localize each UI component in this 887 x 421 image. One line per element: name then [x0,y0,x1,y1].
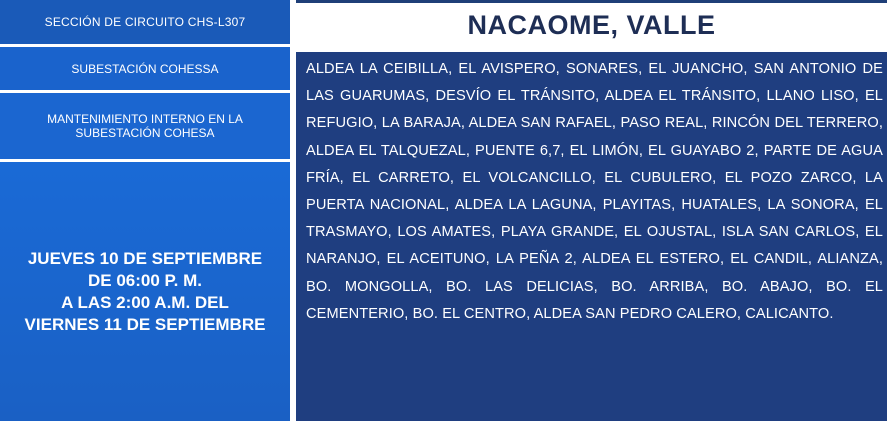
schedule-lines [25,248,266,336]
affected-areas-box [296,52,887,421]
circuit-section-text: SECCIÓN DE CIRCUITO CHS-L307 [44,15,246,29]
info-column [0,0,290,421]
schedule-line-3: A LAS 2:00 A.M. DEL [61,292,229,312]
maintenance-text: MANTENIMIENTO INTERNO EN LA SUBESTACIÓN COHESA [47,112,243,140]
substation-text: SUBESTACIÓN COHESSA [71,61,219,76]
affected-areas-text: ALDEA LA CEIBILLA, EL AVISPERO, SONARES, EL JUANCHO, SAN ANTONIO DE LAS GUARUMAS, DESVÍO EL TRÁNSITO, ALDEA EL TRÁNSITO, LLANO LISO, EL REFUGIO, LA BARAJA, ALDEA SAN RAFAEL, PASO REAL, RINCÓN DEL TERRERO, ALDEA EL TALQUEZAL, PUENTE 6,7, EL LIMÓN, EL GUAYABO 2, PARTE DE AGUA FRÍA, EL CARRETO, EL VOLCANCILLO, EL CUBULERO, EL POZO ZARCO, LA PUERTA NACIONAL, ALDEA LA LAGUNA, PLAYITAS, HUATALES, LA SONORA, EL TRASMAYO, LOS AMATES, PLAYA GRANDE, EL OJUSTAL, ISLA SAN CARLOS, EL NARANJO, EL ACEITUNO, LA PEÑA 2, ALDEA EL ESTERO, EL CANDIL, ALIANZA, BO. MONGOLLA, BO. LAS DELICIAS, BO. ARRIBA, BO. ABAJO, BO. EL CEMENTERIO, BO. EL CENTRO, ALDEA SAN PEDRO CALERO, CALICANTO. [306,61,883,322]
substation-cell [0,47,290,90]
circuit-section-cell [0,0,290,44]
schedule-line-1: JUEVES 10 DE SEPTIEMBRE [27,248,263,268]
schedule-line-4: VIERNES 11 DE SEPTIEMBRE [24,314,266,334]
location-title: NACAOME, VALLE [467,9,716,40]
location-title-bar [296,0,887,47]
maintenance-cell [0,93,290,159]
schedule-line-2: DE 06:00 P. M. [87,270,203,290]
schedule-cell [0,162,290,421]
